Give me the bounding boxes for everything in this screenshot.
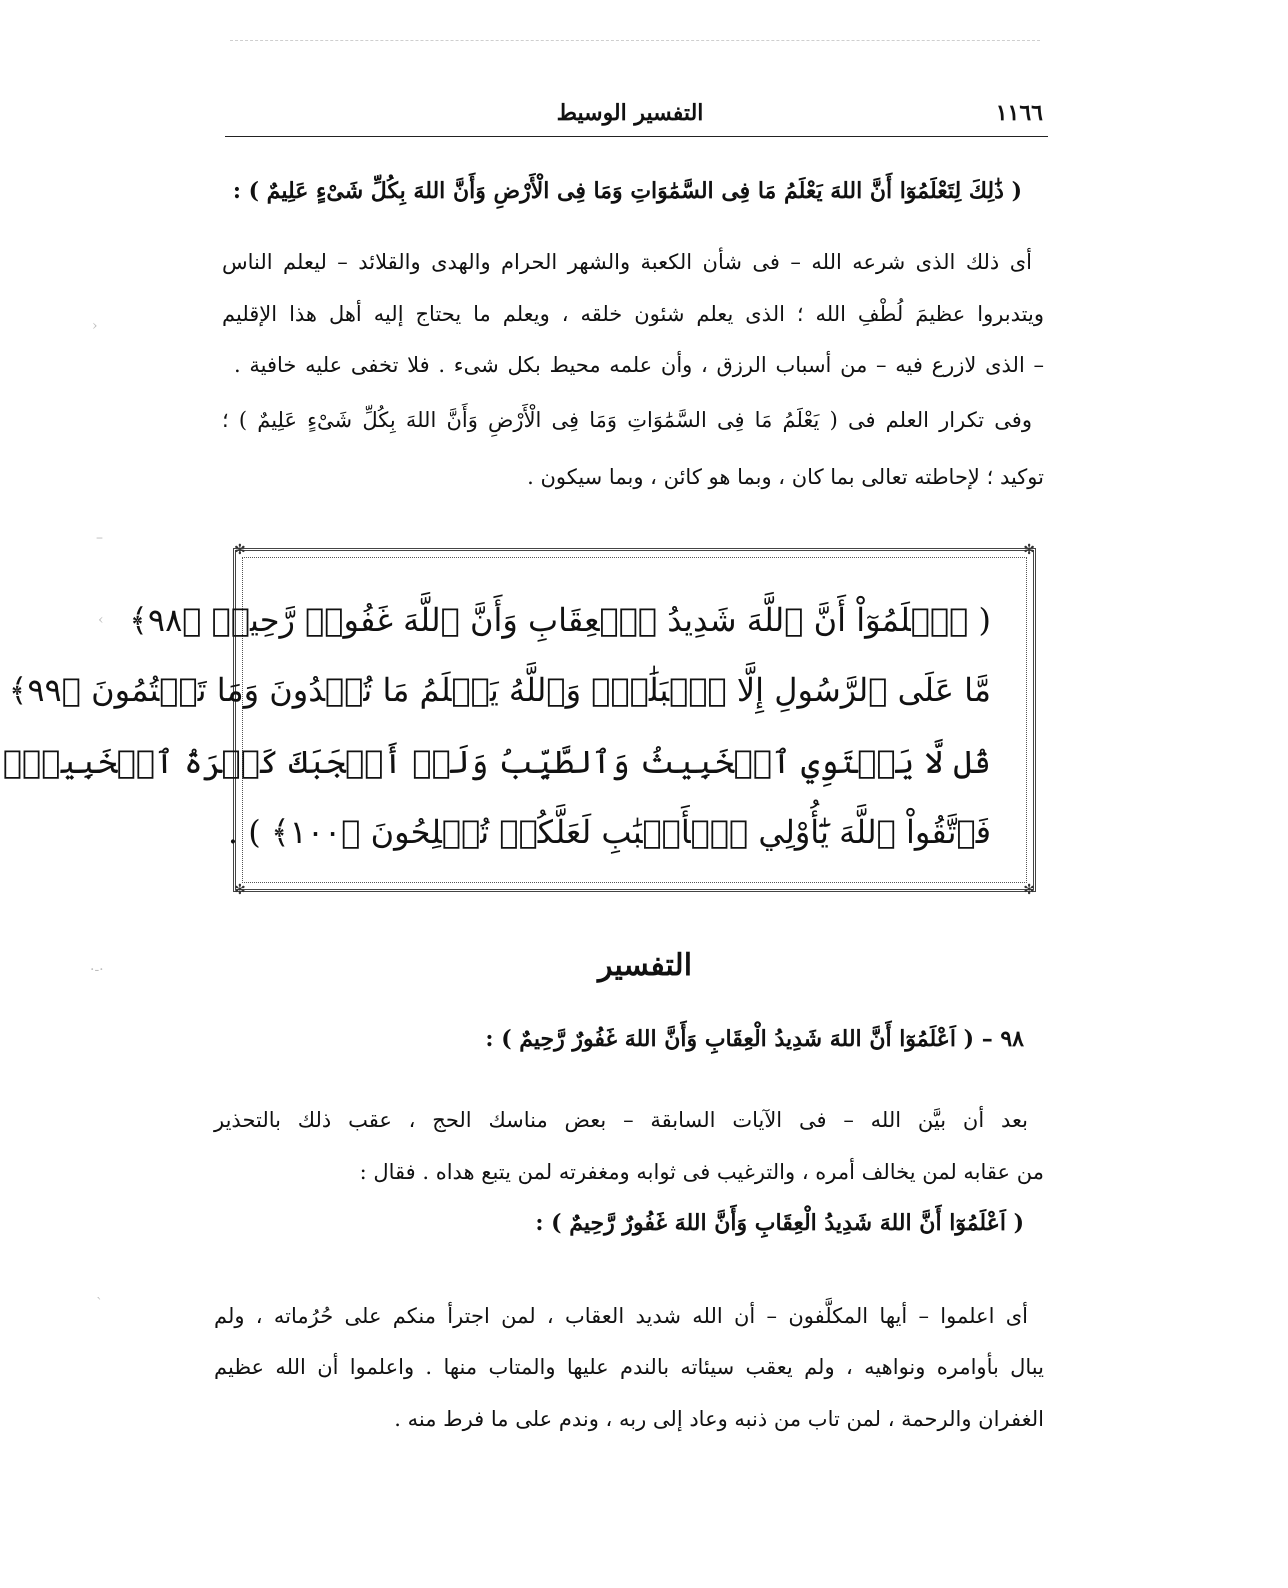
intro-line: توكيد ؛ لإحاطته تعالى بما كان ، وبما هو كائن ، وبما سيكون .: [527, 465, 1044, 489]
page-number: ١١٦٦: [995, 100, 1043, 126]
tafsir-quote: ( اَعْلَمُوٓا أَنَّ اللهَ شَدِيدُ الْعِقَابِ وَأَنَّ اللهَ غَفُورٌ رَّحِيمٌ ) :: [535, 1210, 1024, 1236]
ornament-star-icon: ✻: [1023, 542, 1035, 558]
intro-verse-ref: ( ذَٰلِكَ لِتَعْلَمُوٓا أَنَّ اللهَ يَعْلَمُ مَا فِى السَّمَٰوَاتِ وَمَا فِى الْأَرْضِ وَأَنَّ اللهَ بِكُلِّ شَىْءٍ عَلِيمٌ ) :: [232, 178, 1022, 204]
verse-line: ( ٱعۡلَمُوٓاْ أَنَّ ٱللَّهَ شَدِيدُ ٱلۡعِقَابِ وَأَنَّ ٱللَّهَ غَفُورٞ رَّحِيمٞ ﴿٩٨﴾: [129, 601, 991, 639]
section-heading: التفسير: [597, 948, 693, 983]
tafsir-paragraph-line: الغفران والرحمة ، لمن تاب من ذنبه وعاد إلى ربه ، وندم على ما فرط منه .: [394, 1407, 1044, 1431]
tafsir-verse-heading: ٩٨ – ( اَعْلَمُوٓا أَنَّ اللهَ شَدِيدُ الْعِقَابِ وَأَنَّ اللهَ غَفُورٌ رَّحِيمٌ ) :: [485, 1026, 1024, 1052]
scan-speck: ˋ: [96, 1296, 103, 1312]
verse-line: مَّا عَلَى ٱلرَّسُولِ إِلَّا ٱلۡبَلَٰغُۗ وَٱللَّهُ يَعۡلَمُ مَا تُبۡدُونَ وَمَا تَكۡتُمُونَ ﴿٩٩﴾: [8, 671, 991, 709]
quran-verse-box: [2, 542, 1036, 898]
scan-line-top: [230, 40, 1040, 41]
tafsir-paragraph-line: بعد أن بيَّن الله – فى الآيات السابقة – بعض مناسك الحج ، عقب ذلك بالتحذير: [214, 1108, 1028, 1132]
intro-line: – الذى لازرع فيه – من أسباب الرزق ، وأن علمه محيط بكل شىء . فلا تخفى عليه خافية .: [234, 353, 1044, 377]
intro-line: وفى تكرار العلم فى ( يَعْلَمُ مَا فِى السَّمَٰوَاتِ وَمَا فِى الْأَرْضِ وَأَنَّ اللهَ بِكُلِّ شَىْءٍ عَلِيمٌ ) ؛: [222, 408, 1032, 432]
verse-line: فَٱتَّقُواْ ٱللَّهَ يَٰٓأُوْلِي ٱلۡأَلۡبَٰبِ لَعَلَّكُمۡ تُفۡلِحُونَ ﴿١٠٠﴾ ) .: [227, 813, 991, 851]
ornament-star-icon: ✻: [1023, 882, 1035, 898]
intro-line: أى ذلك الذى شرعه الله – فى شأن الكعبة والشهر الحرام والهدى والقلائد – ليعلم الناس: [222, 250, 1032, 274]
scan-speck: ·-·: [90, 962, 104, 978]
scan-speck: –: [96, 530, 103, 546]
intro-line: ويتدبروا عظيمَ لُطْفِ الله ؛ الذى يعلم شئون خلقه ، ويعلم ما يحتاج إليه أهل هذا الإقليم: [222, 302, 1044, 326]
tafsir-paragraph-line: من عقابه لمن يخالف أمره ، والترغيب فى ثوابه ومغفرته لمن يتبع هداه . فقال :: [359, 1160, 1044, 1184]
scan-speck: ‹: [98, 612, 104, 628]
header-rule: [225, 136, 1048, 137]
scan-speck: ›: [92, 318, 98, 334]
tafsir-paragraph-line: يبال بأوامره ونواهيه ، ولم يعقب سيئاته بالندم عليها والمتاب منها . واعلموا أن الله عظيم: [214, 1355, 1044, 1379]
ornament-star-icon: ✻: [234, 542, 246, 558]
tafsir-paragraph-line: أى اعلموا – أيها المكلَّفون – أن الله شديد العقاب ، لمن اجترأ منكم على حُرُماته ، ولم: [214, 1304, 1028, 1328]
verse-line: قُل لَّا يَسۡتَوِي ٱلۡخَبِيثُ وَٱلطَّيِّبُ وَلَوۡ أَعۡجَبَكَ كَثۡرَةُ ٱلۡخَبِيثِۚ: [2, 743, 991, 781]
ornament-star-icon: ✻: [234, 882, 246, 898]
book-title: التفسير الوسيط: [556, 100, 704, 126]
